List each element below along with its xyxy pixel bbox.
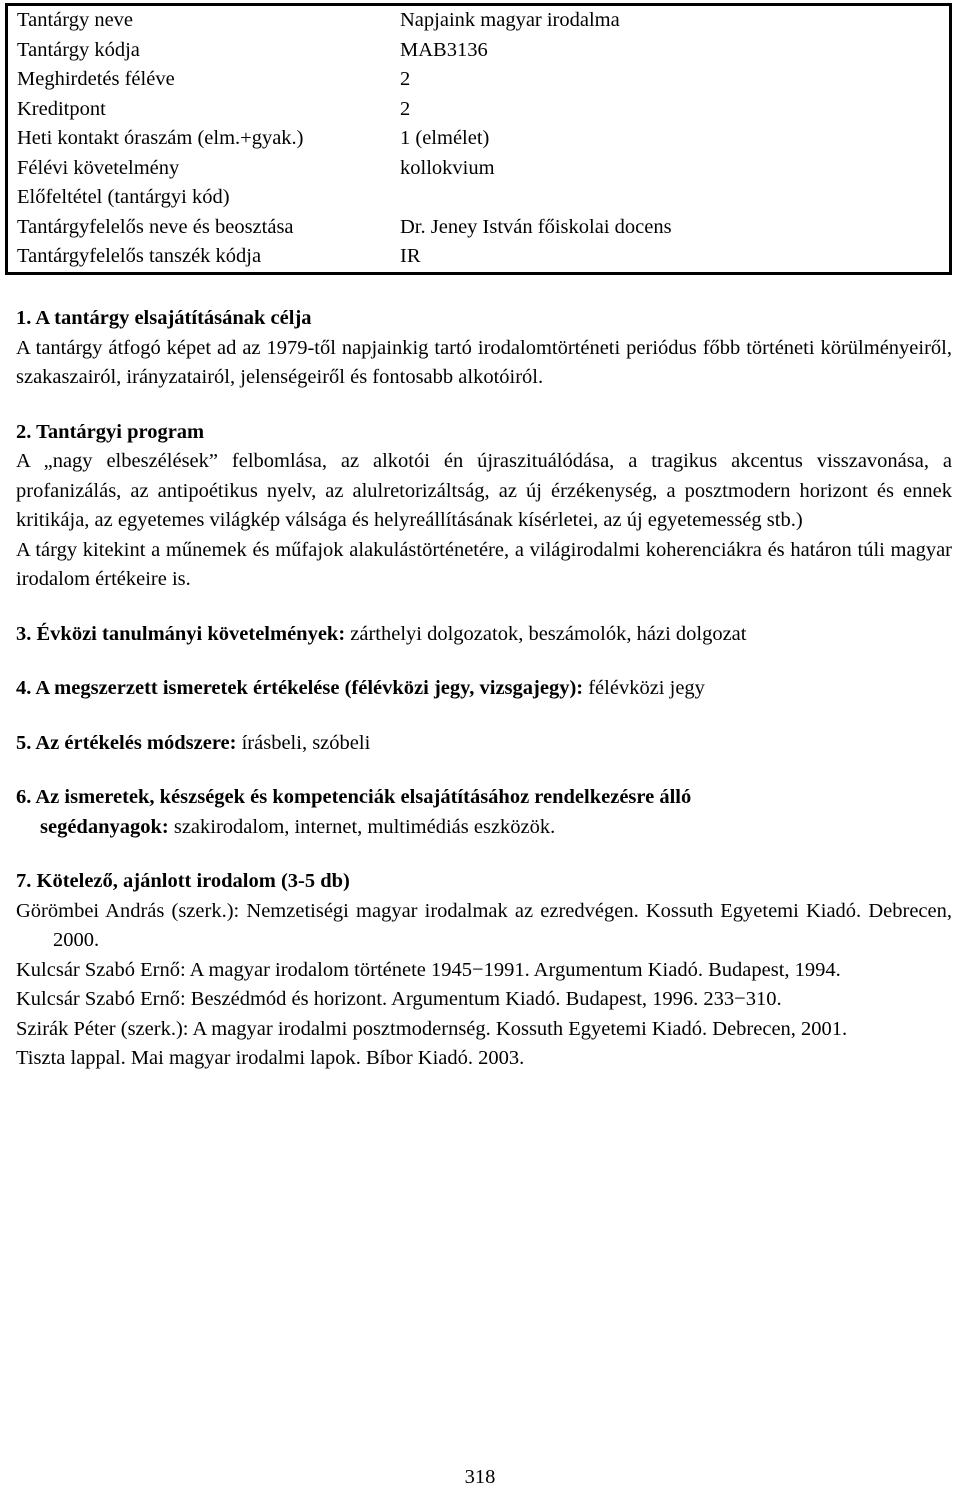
row-label: Kreditpont <box>17 97 106 120</box>
section-requirements <box>16 620 952 650</box>
section-program <box>16 418 952 595</box>
table-row <box>7 5 951 36</box>
section-title: 1. A tantárgy elsajátításának célja <box>16 307 312 329</box>
table-row <box>7 242 951 273</box>
row-value: 2 <box>400 97 411 120</box>
row-value: IR <box>400 245 421 267</box>
section-title: 2. Tantárgyi program <box>16 420 205 443</box>
section-title: 4. A megszerzett ismeretek értékelése (félévközi jegy, vizsgajegy): <box>16 677 584 699</box>
table-row <box>7 183 951 213</box>
document-body <box>16 304 952 1099</box>
page-number: 318 <box>464 1466 496 1488</box>
row-label: Tantárgyfelelős neve és beosztása <box>17 215 294 238</box>
row-label: Meghirdetés féléve <box>17 68 175 90</box>
table-row <box>7 95 951 125</box>
row-value <box>391 183 951 213</box>
section-goal <box>16 304 952 393</box>
section-method <box>16 729 952 759</box>
section-literature <box>16 867 952 1074</box>
section-title: 3. Évközi tanulmányi követelmények: <box>16 622 346 645</box>
section-title-cont: segédanyagok: <box>40 815 169 838</box>
row-value: 1 (elmélet) <box>400 127 490 149</box>
section-evaluation <box>16 674 952 704</box>
section-title: 7. Kötelező, ajánlott irodalom (3-5 db) <box>16 870 350 892</box>
course-info-table <box>5 3 952 275</box>
row-label: Előfeltétel (tantárgyi kód) <box>17 186 230 208</box>
reference-item: Kulcsár Szabó Ernő: Beszédmód és horizont. Argumentum Kiadó. Budapest, 1996. 233−310. <box>16 988 782 1010</box>
row-value: Dr. Jeney István főiskolai docens <box>400 215 672 238</box>
row-value: Napjaink magyar irodalma <box>400 9 620 31</box>
reference-item: Szirák Péter (szerk.): A magyar irodalmi posztmodernség. Kossuth Egyetemi Kiadó. Debrecen, 2001. <box>16 1017 848 1040</box>
section-materials <box>16 783 952 842</box>
table-row <box>7 124 951 154</box>
reference-item: Kulcsár Szabó Ernő: A magyar irodalom története 1945−1991. Argumentum Kiadó. Budapest, 1994. <box>16 958 841 981</box>
section-title: 6. Az ismeretek, készségek és kompetenciák elsajátításához rendelkezésre álló <box>16 786 692 808</box>
reference-item: Görömbei András (szerk.): Nemzetiségi magyar irodalmak az ezredvégen. Kossuth Egyetemi Kiadó. Debrecen, 2000. <box>16 899 952 951</box>
reference-item: Tiszta lappal. Mai magyar irodalmi lapok. Bíbor Kiadó. 2003. <box>16 1047 525 1069</box>
section-text: A „nagy elbeszélések” felbomlása, az alkotói én újraszituálódása, a tragikus akcentus visszavonása, a profanizálás, az antipoétikus nyelv, az alulretorizáltság, az új érzékenység, a posztmodern horizont és ennek kritikája, az egyetemes világkép válsága és helyreállításának kísérletei, az új egyetemesség stb.) <box>16 450 952 531</box>
table-row <box>7 154 951 184</box>
table-row <box>7 36 951 66</box>
section-text: félévközi jegy <box>583 677 705 699</box>
row-label: Tantárgy neve <box>17 9 134 31</box>
row-value: kollokvium <box>400 156 495 179</box>
section-text: A tárgy kitekint a műnemek és műfajok alakulástörténetére, a világirodalmi koherenciákra és határon túli magyar irodalom értékeire is. <box>16 538 952 590</box>
table-row <box>7 65 951 95</box>
section-text: zárthelyi dolgozatok, beszámolók, házi dolgozat <box>345 622 747 645</box>
row-label: Tantárgyfelelős tanszék kódja <box>17 245 262 267</box>
row-value: MAB3136 <box>400 38 488 61</box>
table-row <box>7 213 951 243</box>
section-text: szakirodalom, internet, multimédiás eszközök. <box>168 815 556 838</box>
row-label: Tantárgy kódja <box>17 38 140 61</box>
row-label: Heti kontakt óraszám (elm.+gyak.) <box>17 127 304 149</box>
row-label: Félévi követelmény <box>17 156 180 179</box>
section-text: A tantárgy átfogó képet ad az 1979-től napjainkig tartó irodalomtörténeti periódus főbb történeti körülményeiről, szakaszairól, irányzatairól, jelenségeiről és fontosabb alkotóiról. <box>16 336 952 388</box>
row-value: 2 <box>400 68 411 90</box>
section-title: 5. Az értékelés módszere: <box>16 731 237 754</box>
section-text: írásbeli, szóbeli <box>236 731 371 754</box>
